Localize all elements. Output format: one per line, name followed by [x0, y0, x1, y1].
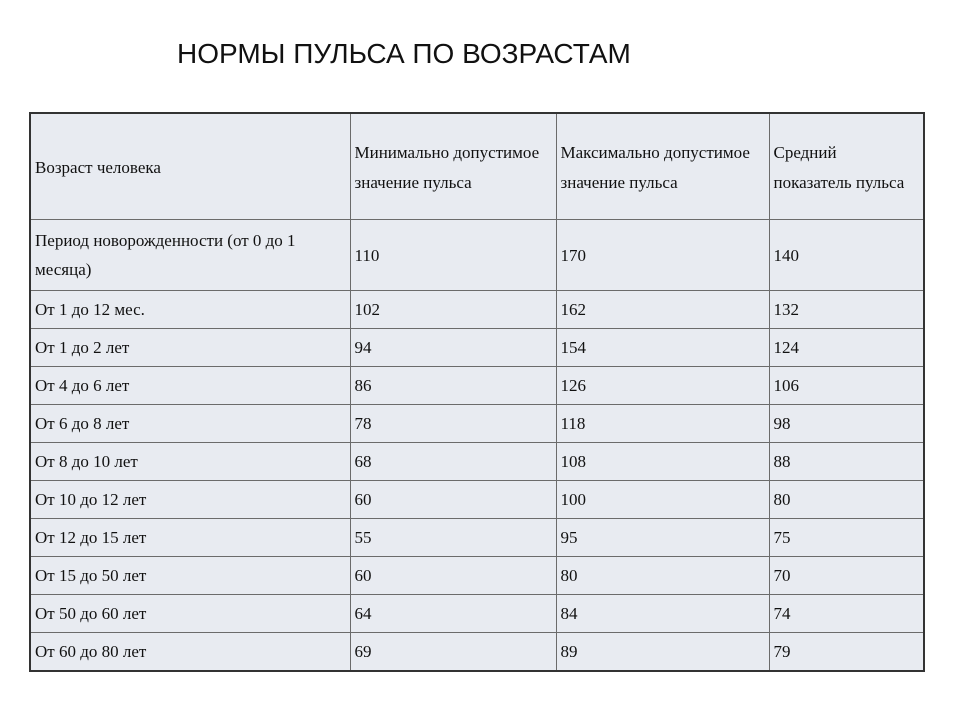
cell-avg: 124	[769, 329, 924, 367]
cell-max: 89	[556, 633, 769, 672]
cell-min: 94	[350, 329, 556, 367]
cell-max: 170	[556, 220, 769, 291]
cell-min: 102	[350, 291, 556, 329]
cell-age: От 60 до 80 лет	[30, 633, 350, 672]
table-row	[30, 443, 924, 481]
header-min-pulse: Минимально допустимое значение пульса	[350, 113, 556, 220]
table-row	[30, 557, 924, 595]
cell-avg: 79	[769, 633, 924, 672]
cell-avg: 132	[769, 291, 924, 329]
table-row	[30, 519, 924, 557]
cell-avg: 98	[769, 405, 924, 443]
cell-age: От 1 до 2 лет	[30, 329, 350, 367]
page-title: НОРМЫ ПУЛЬСА ПО ВОЗРАСТАМ	[177, 38, 631, 69]
header-avg-pulse: Средний показатель пульса	[769, 113, 924, 220]
cell-min: 55	[350, 519, 556, 557]
cell-max: 154	[556, 329, 769, 367]
cell-avg: 80	[769, 481, 924, 519]
cell-age: От 1 до 12 мес.	[30, 291, 350, 329]
table-row	[30, 595, 924, 633]
cell-avg: 70	[769, 557, 924, 595]
cell-avg: 106	[769, 367, 924, 405]
cell-max: 100	[556, 481, 769, 519]
cell-max: 162	[556, 291, 769, 329]
cell-max: 108	[556, 443, 769, 481]
table-row	[30, 633, 924, 672]
cell-max: 118	[556, 405, 769, 443]
cell-min: 86	[350, 367, 556, 405]
cell-avg: 88	[769, 443, 924, 481]
header-max-pulse: Максимально допустимое значение пульса	[556, 113, 769, 220]
cell-avg: 74	[769, 595, 924, 633]
cell-age: От 6 до 8 лет	[30, 405, 350, 443]
cell-min: 60	[350, 557, 556, 595]
cell-age: От 50 до 60 лет	[30, 595, 350, 633]
cell-min: 78	[350, 405, 556, 443]
pulse-norms-table	[29, 112, 925, 672]
cell-age: От 10 до 12 лет	[30, 481, 350, 519]
table-row	[30, 220, 924, 291]
cell-age: От 8 до 10 лет	[30, 443, 350, 481]
cell-min: 68	[350, 443, 556, 481]
table-row	[30, 367, 924, 405]
cell-max: 95	[556, 519, 769, 557]
header-age: Возраст человека	[30, 113, 350, 220]
cell-max: 84	[556, 595, 769, 633]
cell-max: 126	[556, 367, 769, 405]
table-header-row	[30, 113, 924, 220]
cell-age: Период новорожденности (от 0 до 1 месяца)	[30, 220, 350, 291]
cell-min: 64	[350, 595, 556, 633]
table-row	[30, 291, 924, 329]
cell-min: 60	[350, 481, 556, 519]
cell-age: От 12 до 15 лет	[30, 519, 350, 557]
cell-min: 69	[350, 633, 556, 672]
cell-avg: 75	[769, 519, 924, 557]
cell-min: 110	[350, 220, 556, 291]
cell-max: 80	[556, 557, 769, 595]
cell-age: От 15 до 50 лет	[30, 557, 350, 595]
table-row	[30, 405, 924, 443]
cell-age: От 4 до 6 лет	[30, 367, 350, 405]
table-row	[30, 481, 924, 519]
table-row	[30, 329, 924, 367]
cell-avg: 140	[769, 220, 924, 291]
